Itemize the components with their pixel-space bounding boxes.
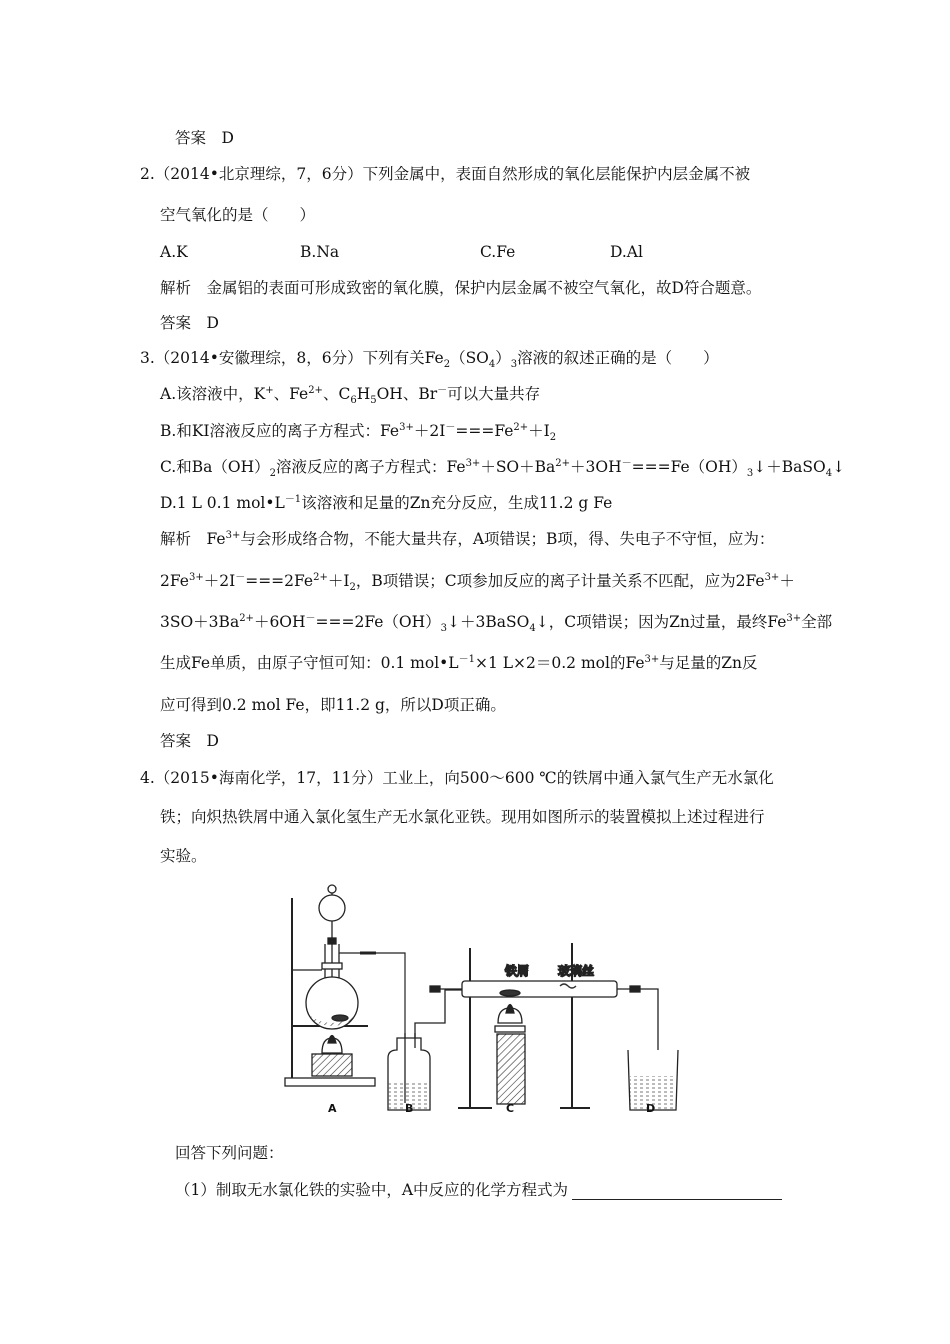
q4-sub1: （1）制取无水氯化铁的实验中，A中反应的化学方程式为 (175, 1180, 782, 1200)
q2-stem-line1: 2.（2014•北京理综，7，6分）下列金属中，表面自然形成的氧化层能保护内层金属不被 (140, 165, 751, 183)
q3-analysis-line2: $2Fe^{3+}+2I^-===2Fe^{2+}+I_2$，B项错误；C项参加反应的离子计量关系不匹配，应为$2Fe^{3+}+$ (160, 571, 795, 594)
q2-answer: 答案 D (160, 314, 219, 332)
q4-prompt: 回答下列问题： (175, 1144, 284, 1162)
q2-option-b: B.Na (300, 243, 340, 261)
q2-stem-line2: 空气氧化的是（ ） (160, 206, 316, 224)
answer-blank[interactable] (572, 1183, 782, 1200)
q2-option-a: A.K (160, 243, 188, 261)
q3-option-c: C.和$Ba(OH)_2$溶液反应的离子方程式：$Fe^{3+}+SO+Ba^{2+}+3OH^-===Fe(OH)_3↓+BaSO_4↓$ (160, 457, 846, 480)
q3-option-d: D.1 L 0.1 $mol•L^{-1}$该溶液和足量的Zn充分反应，生成11.2 g Fe (160, 493, 613, 512)
q4-stem-line2: 铁；向炽热铁屑中通入氯化氢生产无水氯化亚铁。现用如图所示的装置模拟上述过程进行 (160, 808, 765, 826)
q2-analysis: 解析 金属铝的表面可形成致密的氧化膜，保护内层金属不被空气氧化，故D符合题意。 (160, 279, 762, 297)
apparatus-a (285, 885, 405, 1086)
q2-option-d: D.Al (610, 243, 643, 261)
label-iron-filings: 铁屑 (505, 964, 530, 978)
label-a: A (328, 1102, 337, 1115)
label-d: D (646, 1102, 656, 1115)
apparatus-d (628, 1050, 678, 1110)
q3-analysis-line4: 生成Fe单质，由原子守恒可知：0.1 $mol•L^{-1}\times 1$ L×2＝0.2 mol的$Fe^{3+}$与足量的Zn反 (160, 653, 758, 672)
label-glass-wool: 玻璃丝 (558, 964, 595, 978)
q3-answer: 答案 D (160, 732, 219, 750)
answer-top: 答案 D (175, 129, 234, 147)
q3-option-a: A.该溶液中，K+、$Fe^{2+}$、$C_6H_5OH$、Br－可以大量共存 (160, 384, 541, 407)
q3-analysis-line5: 应可得到0.2 mol Fe，即11.2 g，所以D项正确。 (160, 696, 506, 714)
label-c: C (506, 1102, 515, 1115)
q2-option-c: C.Fe (480, 243, 516, 261)
q4-stem-line3: 实验。 (160, 847, 207, 865)
q3-stem: 3.（2014•安徽理综，8，6分）下列有关$Fe_2(SO_4)_3$溶液的叙述正确的是（ ） (140, 349, 719, 371)
apparatus-figure (280, 878, 680, 1118)
q3-analysis-line1: 解析 $Fe^{3+}$与会形成络合物，不能大量共存，A项错误；B项，得、失电子不守恒，应为： (160, 529, 775, 548)
q4-stem-line1: 4.（2015•海南化学，17，11分）工业上，向500～600 ℃的铁屑中通入氯气生产无水氯化 (140, 769, 774, 787)
q3-analysis-line3: $3SO+3Ba^{2+}+6OH^-===2Fe(OH)_3↓+3BaSO_4↓$，C项错误；因为Zn过量，最终$Fe^{3+}$全部 (160, 612, 833, 635)
apparatus-c (430, 943, 658, 1108)
q3-option-b: B.和KI溶液反应的离子方程式：$Fe^{3+}+2I^-===Fe^{2+}+I_2$ (160, 421, 557, 444)
apparatus-b (388, 990, 465, 1110)
label-b: B (405, 1102, 414, 1115)
